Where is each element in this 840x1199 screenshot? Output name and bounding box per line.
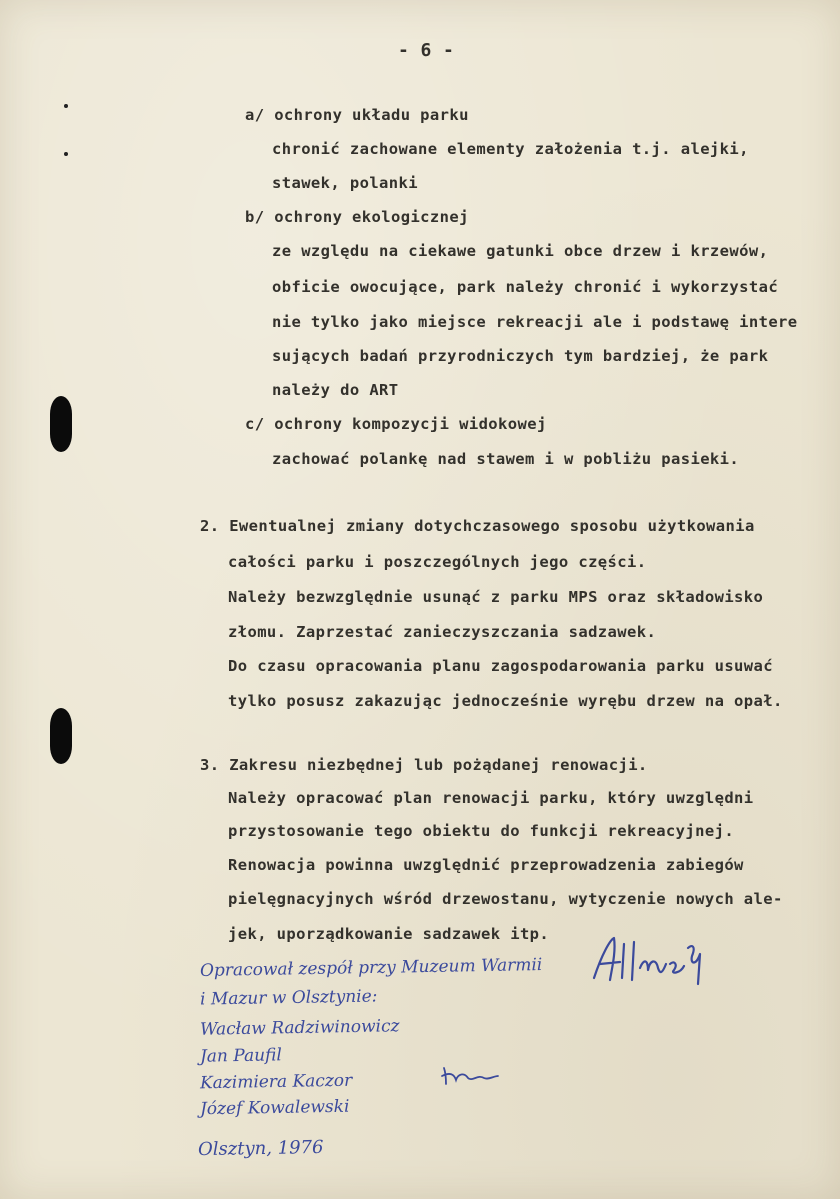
text-line: obficie owocujące, park należy chronić i wykorzystać xyxy=(272,278,779,296)
text-line: Renowacja powinna uwzględnić przeprowadzenia zabiegów xyxy=(228,856,744,874)
text-line: 3. Zakresu niezbędnej lub pożądanej renowacji. xyxy=(200,756,648,774)
text-line: zachować polankę nad stawem i w pobliżu pasieki. xyxy=(272,450,740,468)
text-line: sujących badań przyrodniczych tym bardziej, że park xyxy=(272,347,769,365)
handwritten-place-date: Olsztyn, 1976 xyxy=(197,1136,324,1161)
text-line: a/ ochrony układu parku xyxy=(245,106,469,124)
punch-hole xyxy=(50,396,72,452)
signature-scribble xyxy=(588,934,718,990)
text-line: przystosowanie tego obiektu do funkcji rekreacyjnej. xyxy=(228,822,735,840)
initials-scribble xyxy=(440,1064,500,1088)
margin-dot xyxy=(64,104,68,108)
handwritten-note: Opracował zespół przy Muzeum Warmii xyxy=(199,955,543,981)
text-line: nie tylko jako miejsce rekreacji ale i podstawę intere xyxy=(272,313,798,331)
text-line: pielęgnacyjnych wśród drzewostanu, wytyczenie nowych ale- xyxy=(228,890,783,908)
text-line: tylko posusz zakazując jednocześnie wyrębu drzew na opał. xyxy=(228,692,783,710)
text-line: Należy bezwzględnie usunąć z parku MPS oraz składowisko xyxy=(228,588,764,606)
text-line: c/ ochrony kompozycji widokowej xyxy=(245,415,547,433)
text-line: b/ ochrony ekologicznej xyxy=(245,208,469,226)
text-line: Należy opracować plan renowacji parku, który uwzględni xyxy=(228,789,754,807)
margin-dot xyxy=(64,152,68,156)
text-line: jek, uporządkowanie sadzawek itp. xyxy=(228,925,550,943)
text-line: złomu. Zaprzestać zanieczyszczania sadzawek. xyxy=(228,623,657,641)
handwritten-name: Jan Paufil xyxy=(199,1045,283,1067)
text-line: całości parku i poszczególnych jego części. xyxy=(228,553,647,571)
text-line: stawek, polanki xyxy=(272,174,418,192)
text-line: chronić zachowane elementy założenia t.j. alejki, xyxy=(272,140,749,158)
handwritten-name: Józef Kowalewski xyxy=(199,1096,350,1120)
handwritten-name: Kazimiera Kaczor xyxy=(199,1070,353,1094)
handwritten-note: i Mazur w Olsztynie: xyxy=(199,986,378,1010)
page-number: - 6 - xyxy=(398,40,455,61)
text-line: należy do ART xyxy=(272,381,399,399)
text-line: ze względu na ciekawe gatunki obce drzew i krzewów, xyxy=(272,242,769,260)
handwritten-name: Wacław Radziwinowicz xyxy=(199,1016,400,1040)
text-line: 2. Ewentualnej zmiany dotychczasowego sposobu użytkowania xyxy=(200,517,755,535)
text-line: Do czasu opracowania planu zagospodarowania parku usuwać xyxy=(228,657,773,675)
punch-hole xyxy=(50,708,72,764)
